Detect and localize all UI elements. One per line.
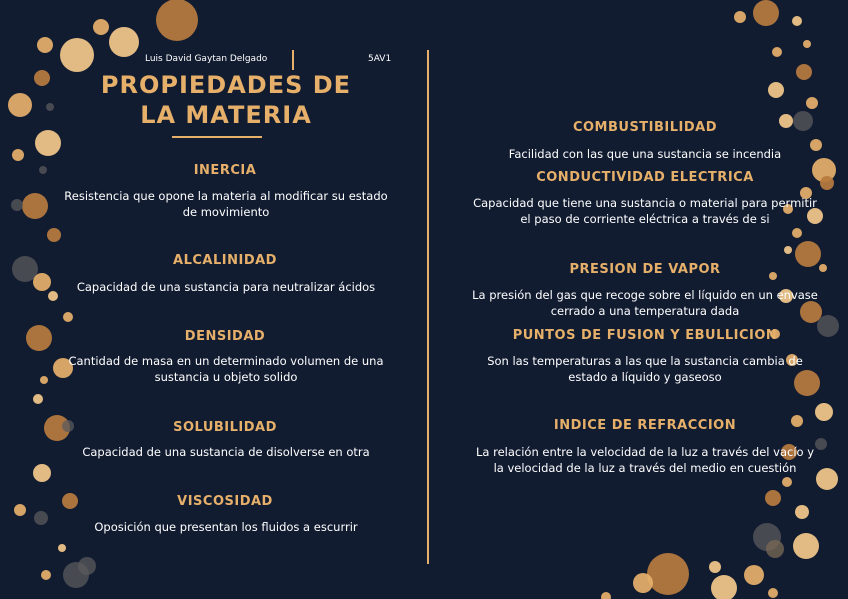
bokeh-dot — [58, 544, 66, 552]
bokeh-dot — [12, 149, 24, 161]
text-alcalinidad: Capacidad de una sustancia para neutralizar ácidos — [76, 280, 376, 294]
bokeh-dot — [41, 570, 51, 580]
heading-densidad: DENSIDAD — [184, 329, 266, 344]
text-inercia: Resistencia que opone la materia al modificar su estado de movimiento — [64, 189, 388, 219]
bokeh-dot — [34, 70, 50, 86]
bokeh-dot — [795, 241, 821, 267]
bokeh-dot — [820, 176, 834, 190]
text-puntos-fusion-ebullicion: Son las temperaturas a las que la sustancia cambia de estado a líquido y gaseoso — [487, 354, 803, 384]
heading-solubilidad: SOLUBILIDAD — [173, 420, 277, 435]
bokeh-dot — [819, 264, 827, 272]
bokeh-dot — [753, 0, 779, 26]
bokeh-dot — [33, 464, 51, 482]
bokeh-dot — [62, 420, 74, 432]
bokeh-dot — [156, 0, 198, 41]
text-presion-de-vapor: La presión del gas que recoge sobre el líquido en un envase cerrado a una temperatura dada — [472, 288, 818, 318]
heading-puntos-fusion-ebullicion: PUNTOS DE FUSION Y EBULLICION — [512, 328, 778, 343]
bokeh-dot — [14, 504, 26, 516]
bokeh-dot — [795, 505, 809, 519]
bokeh-dot — [8, 93, 32, 117]
text-indice-de-refraccion: La relación entre la velocidad de la luz a través del vacío y la velocidad de la luz a través del medio en cuestión — [475, 445, 815, 475]
bokeh-dot — [779, 114, 793, 128]
text-solubilidad: Capacidad de una sustancia de disolverse en otra — [82, 445, 370, 459]
bokeh-dot — [93, 19, 109, 35]
bokeh-dot — [63, 312, 73, 322]
bokeh-dot — [711, 575, 737, 599]
heading-inercia: INERCIA — [193, 163, 257, 178]
bokeh-dot — [39, 166, 47, 174]
bokeh-dot — [792, 228, 802, 238]
bokeh-dot — [765, 490, 781, 506]
bokeh-dot — [78, 557, 96, 575]
bokeh-dot — [768, 588, 778, 598]
bokeh-dot — [11, 199, 23, 211]
heading-indice-de-refraccion: INDICE DE REFRACCION — [553, 418, 737, 433]
column-divider — [427, 50, 429, 564]
group-label: 5AV1 — [368, 54, 392, 64]
bokeh-dot — [792, 16, 802, 26]
bokeh-dot — [601, 592, 611, 599]
bokeh-dot — [769, 272, 777, 280]
text-densidad: Cantidad de masa en un determinado volumen de una sustancia u objeto solido — [68, 354, 384, 384]
bokeh-dot — [784, 246, 792, 254]
page-title: PROPIEDADES DE LA MATERIA — [100, 71, 352, 129]
bokeh-dot — [815, 403, 833, 421]
bokeh-dot — [768, 82, 784, 98]
heading-viscosidad: VISCOSIDAD — [177, 494, 273, 509]
bokeh-dot — [796, 64, 812, 80]
bokeh-dot — [817, 315, 839, 337]
bokeh-dot — [33, 273, 51, 291]
bokeh-dot — [34, 511, 48, 525]
title-underline — [172, 136, 262, 138]
bokeh-dot — [37, 37, 53, 53]
text-viscosidad: Oposición que presentan los fluidos a escurrir — [94, 520, 358, 534]
bokeh-dot — [647, 553, 689, 595]
author-name: Luis David Gaytan Delgado — [145, 54, 268, 64]
bokeh-dot — [803, 40, 811, 48]
bokeh-dot — [47, 228, 61, 242]
text-combustibilidad: Facilidad con las que una sustancia se incendia — [508, 147, 782, 161]
bokeh-dot — [793, 533, 819, 559]
bokeh-dot — [709, 561, 721, 573]
bokeh-dot — [806, 97, 818, 109]
bokeh-dot — [791, 415, 803, 427]
bokeh-dot — [633, 573, 653, 593]
bokeh-dot — [782, 477, 792, 487]
bokeh-dot — [766, 540, 784, 558]
bokeh-dot — [60, 38, 94, 72]
bokeh-dot — [33, 394, 43, 404]
heading-presion-de-vapor: PRESION DE VAPOR — [569, 262, 721, 277]
text-conductividad-electrica: Capacidad que tiene una sustancia o material para permitir el paso de corriente eléctrica a través de si — [473, 196, 817, 226]
bokeh-dot — [26, 325, 52, 351]
bokeh-dot — [40, 376, 48, 384]
bokeh-dot — [46, 103, 54, 111]
heading-conductividad-electrica: CONDUCTIVIDAD ELECTRICA — [536, 170, 754, 185]
bokeh-dot — [62, 493, 78, 509]
bokeh-dot — [793, 111, 813, 131]
bokeh-dot — [35, 130, 61, 156]
heading-alcalinidad: ALCALINIDAD — [173, 253, 277, 268]
bokeh-dot — [772, 47, 782, 57]
author-divider — [292, 50, 294, 70]
bokeh-dot — [734, 11, 746, 23]
heading-combustibilidad: COMBUSTIBILIDAD — [572, 120, 718, 135]
bokeh-dot — [744, 565, 764, 585]
bokeh-dot — [109, 27, 139, 57]
bokeh-dot — [22, 193, 48, 219]
